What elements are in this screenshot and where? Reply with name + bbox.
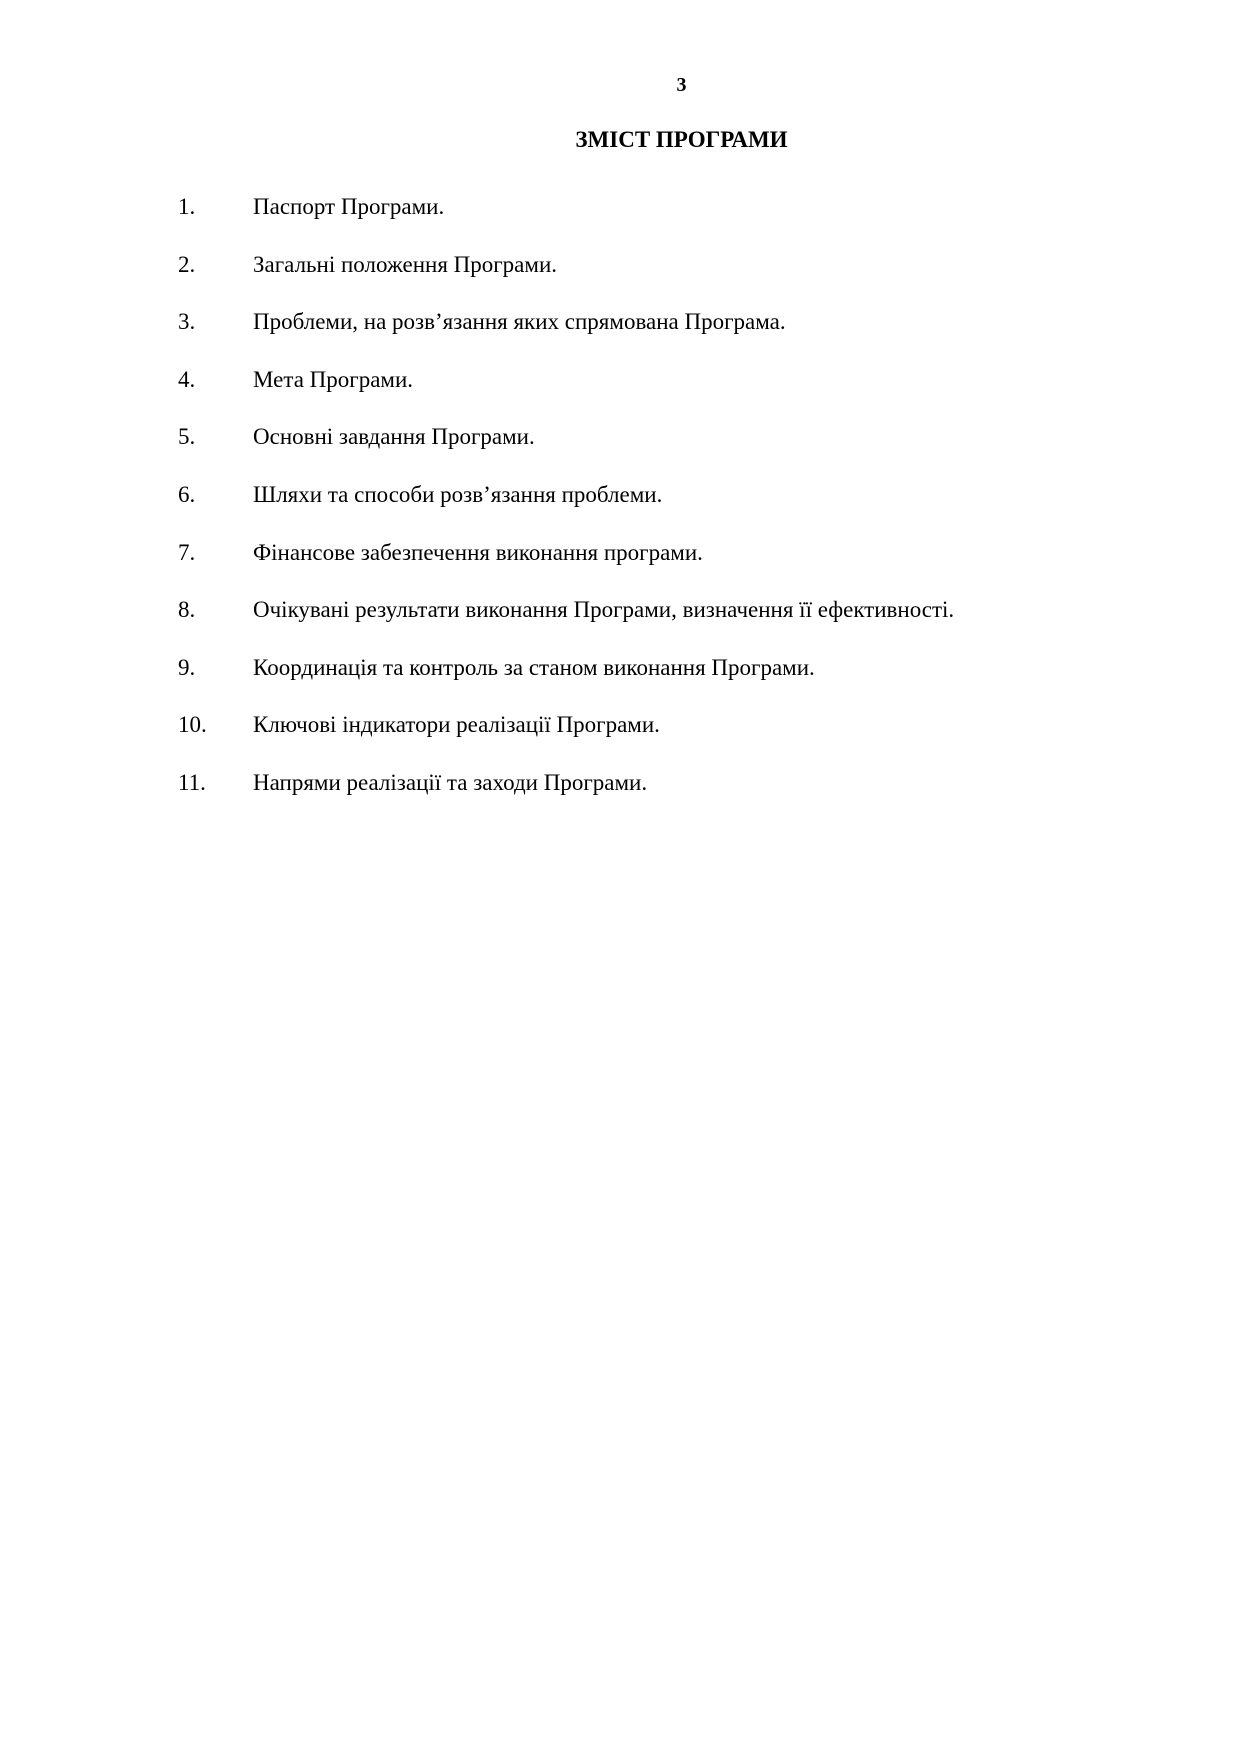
toc-item-9 <box>0 654 1241 712</box>
toc-item-text: Очікувані результати виконання Програми, визначення її ефективності. <box>253 597 955 623</box>
toc-item-number: 9. <box>178 654 196 680</box>
table-of-contents <box>0 193 1241 827</box>
toc-item-3 <box>0 308 1241 366</box>
toc-item-7 <box>0 539 1241 597</box>
toc-item-5 <box>0 423 1241 481</box>
toc-item-number: 5. <box>178 424 196 450</box>
toc-item-number: 1. <box>178 194 196 219</box>
toc-item-number: 2. <box>178 251 196 277</box>
toc-item-2 <box>0 251 1241 309</box>
toc-item-text: Фінансове забезпечення виконання програми. <box>253 539 703 565</box>
toc-item-number: 10. <box>178 712 207 738</box>
toc-item-text: Мета Програми. <box>253 366 414 392</box>
toc-item-number: 8. <box>178 597 196 623</box>
toc-item-text: Проблеми, на розв’язання яких спрямована Програма. <box>253 309 786 335</box>
toc-item-6 <box>0 481 1241 539</box>
page-title: ЗМІСТ ПРОГРАМИ <box>575 127 788 152</box>
toc-item-number: 11. <box>178 769 206 795</box>
toc-item-10 <box>0 711 1241 769</box>
page-number: 3 <box>676 74 687 96</box>
toc-item-text: Ключові індикатори реалізації Програми. <box>253 712 660 738</box>
toc-item-text: Загальні положення Програми. <box>253 251 558 277</box>
toc-item-number: 7. <box>178 539 196 565</box>
toc-item-text: Шляхи та способи розв’язання проблеми. <box>253 481 663 507</box>
toc-item-text: Основні завдання Програми. <box>253 424 535 450</box>
toc-item-number: 6. <box>178 481 196 507</box>
toc-item-text: Координація та контроль за станом виконання Програми. <box>253 654 815 680</box>
toc-item-11 <box>0 769 1241 827</box>
toc-item-text: Напрями реалізації та заходи Програми. <box>253 769 648 795</box>
toc-item-8 <box>0 596 1241 654</box>
toc-item-text: Паспорт Програми. <box>253 194 445 219</box>
toc-item-number: 4. <box>178 366 196 392</box>
toc-item-4 <box>0 366 1241 424</box>
toc-item-number: 3. <box>178 309 196 335</box>
toc-item-1 <box>0 193 1241 251</box>
